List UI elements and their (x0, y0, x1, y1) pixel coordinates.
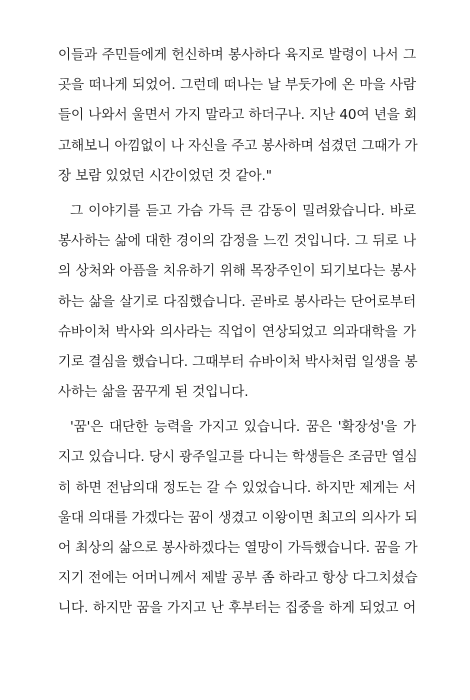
text-line: 의 상처와 아픔을 치유하기 위해 목장주인이 되기보다는 봉사 (58, 263, 416, 280)
text-line: 히 하면 전남의대 정도는 갈 수 있었습니다. 하지만 제게는 서 (58, 479, 416, 496)
text-line: 슈바이처 박사와 의사라는 직업이 연상되었고 의과대학을 가 (58, 323, 416, 340)
paragraph-quote-end (58, 40, 416, 191)
text-line: 이들과 주민들에게 헌신하며 봉사하다 육지로 발령이 나서 그 (58, 47, 416, 63)
text-line: 들이 나와서 울면서 가지 말라고 하더구나. 지난 40여 년을 회 (58, 107, 418, 124)
text-line: 지고 있습니다. 당시 광주일고를 다니는 학생들은 조금만 열심 (58, 449, 418, 466)
text-line: 지기 전에는 어머니께서 제발 공부 좀 하라고 항상 다그치셨습 (58, 570, 418, 587)
text-line: 하는 삶을 살기로 다짐했습니다. 곧바로 봉사라는 단어로부터 (58, 293, 416, 310)
text-line: 어 최상의 삶으로 봉사하겠다는 열망이 가득했습니다. 꿈을 가 (58, 540, 418, 556)
paragraph-dream (58, 412, 416, 623)
text-line: '꿈'은 대단한 능력을 가지고 있습니다. 꿈은 '확장성'을 가 (70, 419, 416, 436)
text-line: 그 이야기를 듣고 가슴 가득 큰 감동이 밀려왔습니다. 바로 (70, 202, 416, 219)
text-line: 울대 의대를 가겠다는 꿈이 생겼고 이왕이면 최고의 의사가 되 (58, 509, 418, 526)
text-line: 사하는 삶을 꿈꾸게 된 것입니다. (58, 384, 249, 401)
text-line: 봉사하는 삶에 대한 경이의 감정을 느낀 것입니다. 그 뒤로 나 (58, 233, 416, 250)
paragraph-emotion (58, 196, 416, 407)
text-line: 고해보니 아낌없이 나 자신을 주고 봉사하며 섬겼던 그때가 가 (58, 137, 418, 154)
text-line: 기로 결심을 했습니다. 그때부터 슈바이처 박사처럼 일생을 봉 (58, 353, 418, 370)
text-line: 곳을 떠나게 되었어. 그런데 떠나는 날 부둣가에 온 마을 사람 (58, 77, 416, 94)
document-page (58, 40, 416, 624)
text-line: 장 보람 있었던 시간이었던 것 같아." (58, 167, 272, 184)
text-line: 니다. 하지만 꿈을 가지고 난 후부터는 집중을 하게 되었고 어 (58, 600, 416, 617)
